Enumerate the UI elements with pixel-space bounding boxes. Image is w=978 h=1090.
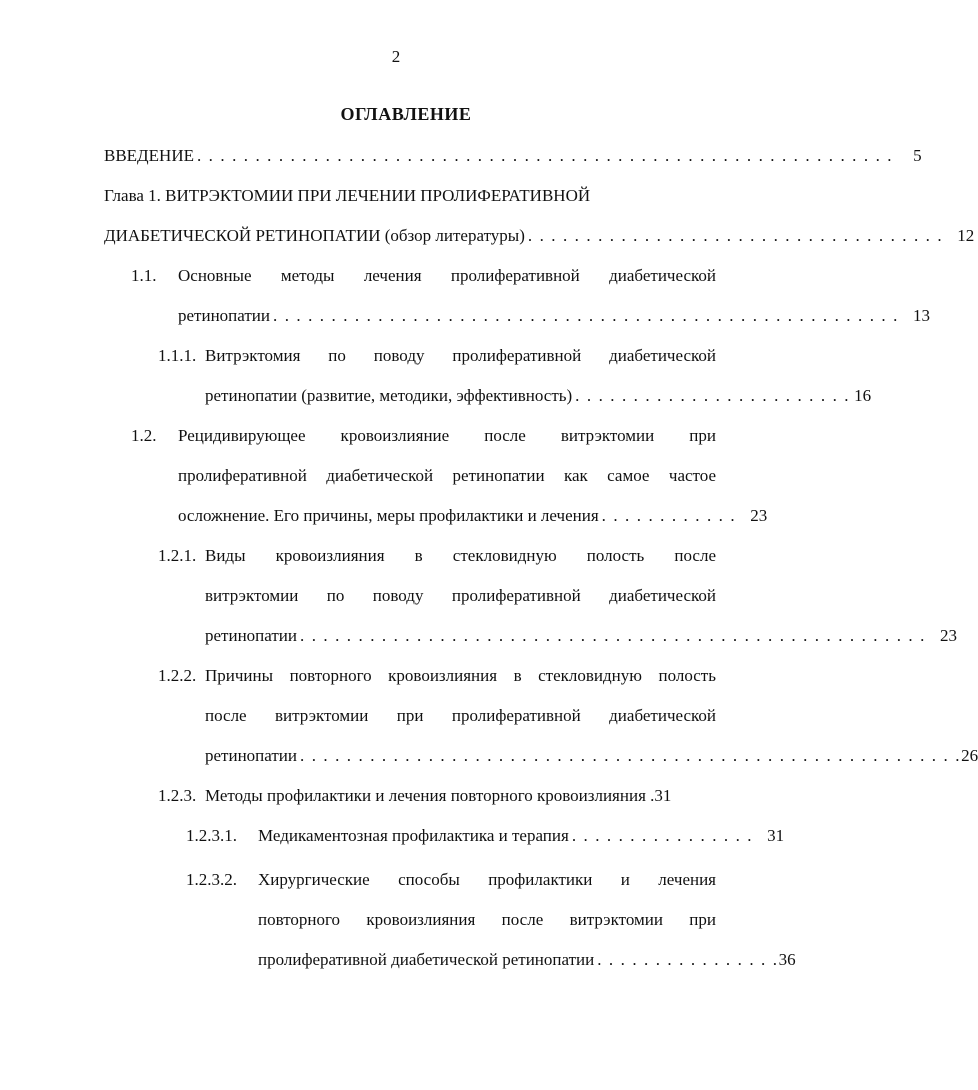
toc-section-number: 1.2.3.2. — [186, 870, 237, 889]
page-number: 2 — [391, 47, 401, 66]
toc-section-1-2-line-2[interactable]: пролиферативной диабетической ретинопатии как самое частое — [178, 466, 716, 485]
toc-section-1-1-1-line-1[interactable]: Витрэктомия по поводу пролиферативной диабетической — [205, 346, 716, 365]
toc-label: ретинопатии — [205, 746, 297, 765]
toc-section-number: 1.2.3.1. — [186, 826, 237, 845]
toc-page-number: 16 — [854, 386, 872, 405]
toc-section-1-1-1-line-2[interactable] — [205, 384, 872, 408]
toc-section-number: 1.1. — [131, 266, 157, 285]
toc-page-number: 12 — [957, 226, 975, 245]
toc-section-number: 1.2.1. — [158, 546, 197, 565]
toc-section-1-1-line-1[interactable]: Основные методы лечения пролиферативной диабетической — [178, 266, 716, 285]
toc-label: ретинопатии (развитие, методики, эффективность) — [205, 386, 573, 405]
toc-section-1-2-line-3[interactable] — [178, 504, 768, 528]
page-title: ОГЛАВЛЕНИЕ — [340, 104, 472, 124]
toc-section-1-2-line-1[interactable]: Рецидивирующее кровоизлияние после витрэктомии при — [178, 426, 716, 445]
toc-entry-intro[interactable] — [104, 144, 922, 168]
toc-page-number: 23 — [750, 506, 768, 525]
toc-section-number: 1.2. — [131, 426, 157, 445]
toc-section-1-2-1-line-3[interactable] — [205, 624, 957, 648]
toc-leader: . . . . . . . . . . . . . . . . — [597, 950, 779, 969]
toc-leader: . . . . . . . . . . . . . . . . . . . . . . . . — [575, 386, 851, 405]
toc-section-1-2-1-line-2[interactable]: витрэктомии по поводу пролиферативной диабетической — [205, 586, 716, 605]
toc-section-1-2-3-2-line-3[interactable] — [258, 948, 796, 972]
toc-section-1-2-2-line-1[interactable]: Причины повторного кровоизлияния в стекловидную полость — [205, 666, 716, 685]
toc-page-number: 31 — [767, 826, 785, 845]
toc-label: осложнение. Его причины, меры профилактики и лечения — [178, 506, 599, 525]
toc-chapter-1-line-1[interactable]: Глава 1. ВИТРЭКТОМИИ ПРИ ЛЕЧЕНИИ ПРОЛИФЕРАТИВНОЙ — [104, 186, 591, 205]
toc-chapter-1-line-2[interactable] — [104, 224, 975, 248]
toc-label: ДИАБЕТИЧЕСКОЙ РЕТИНОПАТИИ (обзор литературы) — [104, 226, 525, 245]
toc-section-1-2-3-2-line-2[interactable]: повторного кровоизлияния после витрэктомии при — [258, 910, 716, 929]
toc-label: Методы профилактики и лечения повторного кровоизлияния — [205, 786, 646, 805]
toc-leader: . . . . . . . . . . . . . . . . . . . . . . . . . . . . . . . . . . . . . . . . . . . . . . . . . . . . . . . . . . . . — [196, 146, 894, 165]
toc-page-number: 5 — [913, 146, 922, 165]
toc-page-number: 26 — [961, 746, 978, 765]
toc-leader: . . . . . . . . . . . . . . . . . . . . . . . . . . . . . . . . . . . . — [527, 226, 944, 245]
toc-page-number: .31 — [650, 786, 672, 805]
toc-leader: . . . . . . . . . . . . . . . . . . . . . . . . . . . . . . . . . . . . . . . . . . . . . . . . . . . . . . — [300, 626, 926, 645]
toc-section-number: 1.2.3. — [158, 786, 197, 805]
toc-section-1-2-2-line-2[interactable]: после витрэктомии при пролиферативной диабетической — [205, 706, 716, 725]
toc-label: ретинопатии — [205, 626, 297, 645]
toc-section-1-2-3-1-line-1[interactable] — [258, 824, 785, 848]
toc-label: Медикаментозная профилактика и терапия — [258, 826, 569, 845]
toc-page-number: 36 — [778, 950, 796, 969]
toc-section-1-2-2-line-3[interactable] — [205, 744, 978, 768]
toc-section-number: 1.2.2. — [158, 666, 197, 685]
toc-leader: . . . . . . . . . . . . . . . . . . . . . . . . . . . . . . . . . . . . . . . . . . . . . . . . . . . . . . . . . — [300, 746, 962, 765]
toc-section-1-2-1-line-1[interactable]: Виды кровоизлияния в стекловидную полость после — [205, 546, 716, 565]
toc-page-number: 13 — [912, 306, 930, 325]
toc-label: пролиферативной диабетической ретинопатии — [258, 950, 595, 969]
toc-page-number: 23 — [939, 626, 957, 645]
toc-label: ВВЕДЕНИЕ — [104, 146, 194, 165]
toc-section-1-1-line-2[interactable] — [178, 304, 930, 328]
toc-leader: . . . . . . . . . . . . . . . . — [571, 826, 754, 845]
toc-section-1-2-3-2-line-1[interactable]: Хирургические способы профилактики и лечения — [258, 870, 716, 889]
toc-label: ретинопатии — [178, 306, 270, 325]
toc-leader: . . . . . . . . . . . . . . . . . . . . . . . . . . . . . . . . . . . . . . . . . . . . . . . . . . . . . . — [273, 306, 899, 325]
toc-section-number: 1.1.1. — [158, 346, 197, 365]
toc-section-1-2-3-line-1[interactable] — [205, 784, 671, 808]
toc-leader: . . . . . . . . . . . . — [601, 506, 737, 525]
